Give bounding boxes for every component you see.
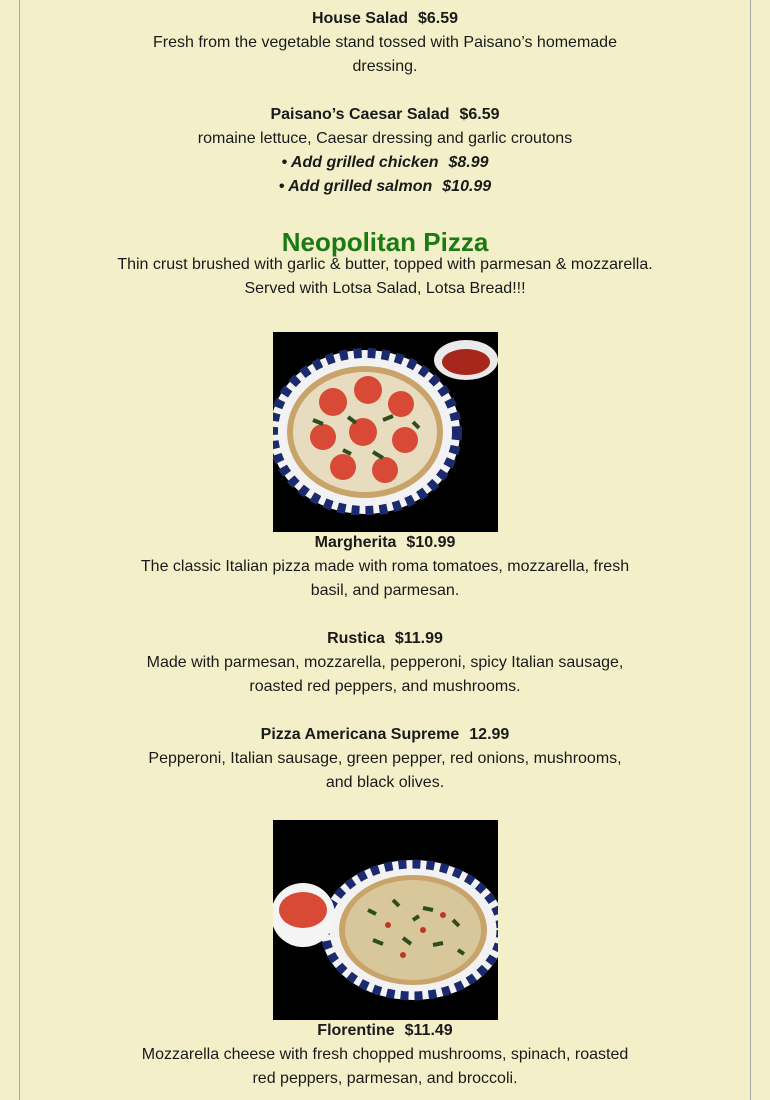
item-price: $11.99 xyxy=(394,630,443,647)
item-name: Rustica xyxy=(327,630,385,647)
section-intro: Served with Lotsa Salad, Lotsa Bread!!! xyxy=(244,280,526,297)
item-description: dressing. xyxy=(352,58,418,75)
item-price: $6.59 xyxy=(459,106,500,123)
menu-item-margherita xyxy=(0,531,770,555)
item-description: Fresh from the vegetable stand tossed with Paisano’s homemade xyxy=(153,34,617,51)
item-description: Made with parmesan, mozzarella, pepperoni, spicy Italian sausage, xyxy=(146,654,624,671)
item-description: basil, and parmesan. xyxy=(310,582,460,599)
pizza-photo-florentine xyxy=(273,820,498,1020)
addon-price: $8.99 xyxy=(448,154,489,171)
item-name: Pizza Americana Supreme xyxy=(260,726,460,743)
item-price: $10.99 xyxy=(406,534,456,551)
item-description: The classic Italian pizza made with roma tomatoes, mozzarella, fresh xyxy=(140,558,630,575)
item-description: romaine lettuce, Caesar dressing and garlic croutons xyxy=(197,130,573,147)
menu-item-americana-supreme xyxy=(0,723,770,747)
item-name: Paisano’s Caesar Salad xyxy=(270,106,450,123)
addon-price: $10.99 xyxy=(442,178,492,195)
item-description: and black olives. xyxy=(325,774,445,791)
section-title: Neopolitan Pizza xyxy=(281,227,489,257)
item-description: Pepperoni, Italian sausage, green pepper, red onions, mushrooms, xyxy=(148,750,622,767)
item-name: Margherita xyxy=(314,534,397,551)
addon-grilled-salmon xyxy=(0,175,770,199)
item-description: Mozzarella cheese with fresh chopped mushrooms, spinach, roasted xyxy=(141,1046,629,1063)
item-name: Florentine xyxy=(317,1022,395,1039)
addon-label: • Add grilled chicken xyxy=(281,154,439,171)
item-description: red peppers, parmesan, and broccoli. xyxy=(252,1070,518,1087)
pizza-photo-margherita xyxy=(273,332,498,532)
section-intro: Thin crust brushed with garlic & butter, topped with parmesan & mozzarella. xyxy=(117,256,653,273)
menu-item-house-salad xyxy=(0,7,770,31)
menu-item-rustica xyxy=(0,627,770,651)
item-price: 12.99 xyxy=(469,726,510,743)
addon-label: • Add grilled salmon xyxy=(278,178,433,195)
menu-item-florentine xyxy=(0,1019,770,1043)
item-price: $6.59 xyxy=(417,10,459,27)
menu-item-caesar-salad xyxy=(0,103,770,127)
addon-grilled-chicken xyxy=(0,151,770,175)
item-description: roasted red peppers, and mushrooms. xyxy=(249,678,521,695)
item-price: $11.49 xyxy=(404,1022,453,1039)
item-name: House Salad xyxy=(311,10,408,27)
